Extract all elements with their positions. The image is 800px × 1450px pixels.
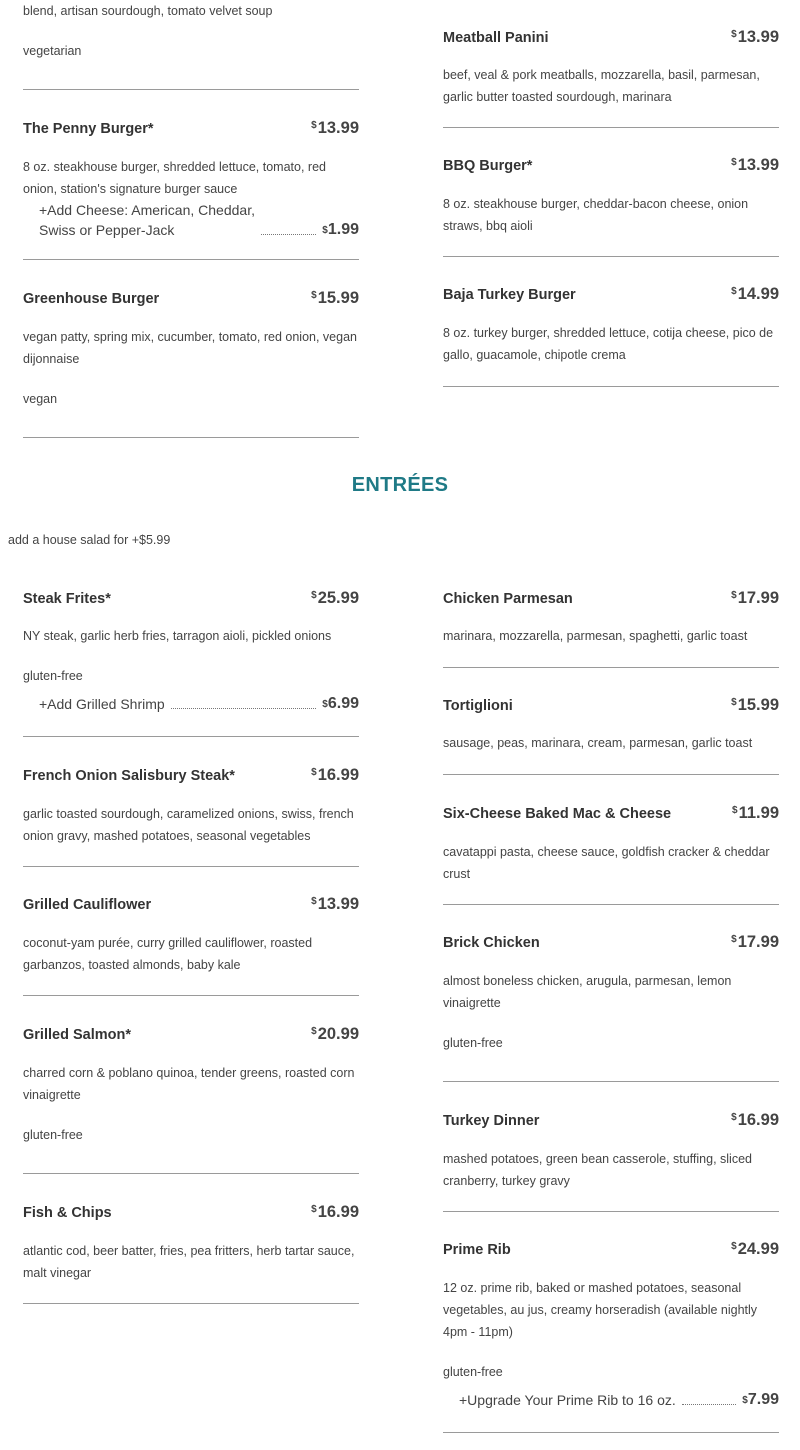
divider [443, 1081, 779, 1082]
item-name: Grilled Cauliflower [23, 897, 152, 913]
addon-label: +Upgrade Your Prime Rib to 16 oz. [459, 1392, 676, 1408]
divider [443, 127, 779, 128]
item-price: $13.99 [731, 28, 779, 46]
item-price: $11.99 [732, 804, 779, 822]
menu-item-grilled-cauliflower [23, 895, 359, 976]
item-description: almost boneless chicken, arugula, parmesan, lemon vinaigrette [443, 974, 732, 1010]
menu-item-turkey-dinner [443, 1111, 779, 1192]
item-price: $13.99 [311, 895, 359, 913]
item-name: Fish & Chips [23, 1205, 112, 1221]
item-description: coconut-yam purée, curry grilled cauliflower, roasted garbanzos, toasted almonds, baby kale [23, 936, 313, 972]
divider [23, 259, 359, 260]
section-title-entrees: ENTRÉES [351, 474, 449, 496]
menu-item-steak-frites [23, 589, 359, 714]
item-tag: gluten-free [443, 1036, 503, 1050]
item-description: 8 oz. steakhouse burger, shredded lettuce, tomato, red onion, station's signature burger sauce [23, 160, 326, 196]
item-name: Prime Rib [443, 1242, 511, 1258]
item-tag: gluten-free [23, 669, 83, 683]
menu-item-six-cheese-mac [443, 804, 779, 885]
divider [443, 1432, 779, 1433]
menu-item-tortiglioni [443, 696, 779, 754]
item-addon [443, 1390, 779, 1410]
item-price: $25.99 [311, 589, 359, 607]
menu-item-meatball-panini [443, 28, 779, 108]
item-name: Steak Frites* [23, 591, 111, 607]
menu-item-greenhouse-burger [23, 289, 359, 410]
dot-leader [682, 1404, 737, 1405]
item-addon [23, 694, 359, 714]
item-description: charred corn & poblano quinoa, tender greens, roasted corn vinaigrette [23, 1066, 355, 1102]
item-tag: gluten-free [443, 1365, 503, 1379]
divider [23, 1303, 359, 1304]
divider [443, 904, 779, 905]
divider [443, 1211, 779, 1212]
addon-label: +Add Grilled Shrimp [39, 696, 165, 712]
item-description: mashed potatoes, green bean casserole, stuffing, sliced cranberry, turkey gravy [443, 1152, 752, 1188]
addon-price: $7.99 [742, 1391, 779, 1408]
item-name: Baja Turkey Burger [443, 287, 576, 303]
section-note: add a house salad for +$5.99 [8, 533, 171, 547]
item-tag: gluten-free [23, 1128, 83, 1142]
item-description: marinara, mozzarella, parmesan, spaghetti, garlic toast [443, 629, 748, 643]
item-price: $16.99 [311, 766, 359, 784]
item-price: $13.99 [311, 119, 359, 137]
dot-leader [261, 234, 316, 235]
item-description: 8 oz. steakhouse burger, cheddar-bacon cheese, onion straws, bbq aioli [443, 197, 749, 233]
item-price: $13.99 [731, 156, 779, 174]
item-name: Tortiglioni [443, 698, 513, 714]
addon-price: $6.99 [322, 695, 359, 712]
partial-item-tag: vegetarian [23, 44, 82, 58]
item-description: vegan patty, spring mix, cucumber, tomato, red onion, vegan dijonnaise [23, 330, 357, 366]
divider [443, 386, 779, 387]
item-description: 8 oz. turkey burger, shredded lettuce, cotija cheese, pico de gallo, guacamole, chipotle crema [443, 326, 774, 362]
item-price: $20.99 [311, 1025, 359, 1043]
divider [23, 995, 359, 996]
item-name: Grilled Salmon* [23, 1027, 131, 1043]
divider [23, 1173, 359, 1174]
partial-item-description: blend, artisan sourdough, tomato velvet soup [23, 4, 273, 18]
item-price: $24.99 [731, 1240, 779, 1258]
item-price: $15.99 [311, 289, 359, 307]
menu-item-prime-rib [443, 1240, 779, 1410]
item-name: The Penny Burger* [23, 121, 154, 137]
divider [23, 736, 359, 737]
item-name: Turkey Dinner [443, 1113, 540, 1129]
addon-price: $1.99 [322, 221, 359, 238]
item-price: $14.99 [731, 285, 779, 303]
menu-item-brick-chicken [443, 933, 779, 1054]
item-name: Meatball Panini [443, 30, 549, 46]
item-description: atlantic cod, beer batter, fries, pea fritters, herb tartar sauce, malt vinegar [23, 1244, 355, 1280]
item-price: $17.99 [731, 589, 779, 607]
item-price: $16.99 [731, 1111, 779, 1129]
item-name: French Onion Salisbury Steak* [23, 768, 235, 784]
item-tag: vegan [23, 392, 58, 406]
item-price: $15.99 [731, 696, 779, 714]
menu-item-grilled-salmon [23, 1025, 359, 1146]
item-name: Chicken Parmesan [443, 591, 573, 607]
menu-item-baja-turkey-burger [443, 285, 779, 366]
item-description: NY steak, garlic herb fries, tarragon aioli, pickled onions [23, 629, 332, 643]
item-name: Greenhouse Burger [23, 291, 160, 307]
item-description: beef, veal & pork meatballs, mozzarella, basil, parmesan, garlic butter toasted sourdough, marinara [443, 68, 760, 104]
divider [23, 89, 359, 90]
item-name: Brick Chicken [443, 935, 540, 951]
divider [443, 667, 779, 668]
divider [23, 437, 359, 438]
item-description: sausage, peas, marinara, cream, parmesan, garlic toast [443, 736, 753, 750]
item-price: $17.99 [731, 933, 779, 951]
item-addon [23, 200, 359, 240]
item-description: cavatappi pasta, cheese sauce, goldfish cracker & cheddar crust [443, 845, 770, 881]
menu-item-fish-and-chips [23, 1203, 359, 1284]
addon-label: +Add Cheese: American, Cheddar, Swiss or Pepper-Jack [39, 202, 255, 238]
menu-item-bbq-burger [443, 156, 779, 237]
menu-item-french-onion-salisbury-steak [23, 766, 359, 847]
divider [443, 256, 779, 257]
menu-item-penny-burger [23, 119, 359, 240]
item-price: $16.99 [311, 1203, 359, 1221]
divider [23, 866, 359, 867]
item-name: Six-Cheese Baked Mac & Cheese [443, 806, 672, 822]
divider [443, 774, 779, 775]
item-name: BBQ Burger* [443, 158, 533, 174]
item-description: garlic toasted sourdough, caramelized onions, swiss, french onion gravy, mashed potatoes, seasonal vegetables [23, 807, 354, 843]
item-description: 12 oz. prime rib, baked or mashed potatoes, seasonal vegetables, au jus, creamy horseradish (available nightly 4pm - 11pm) [443, 1281, 758, 1339]
menu-item-chicken-parmesan [443, 589, 779, 647]
dot-leader [171, 708, 317, 709]
